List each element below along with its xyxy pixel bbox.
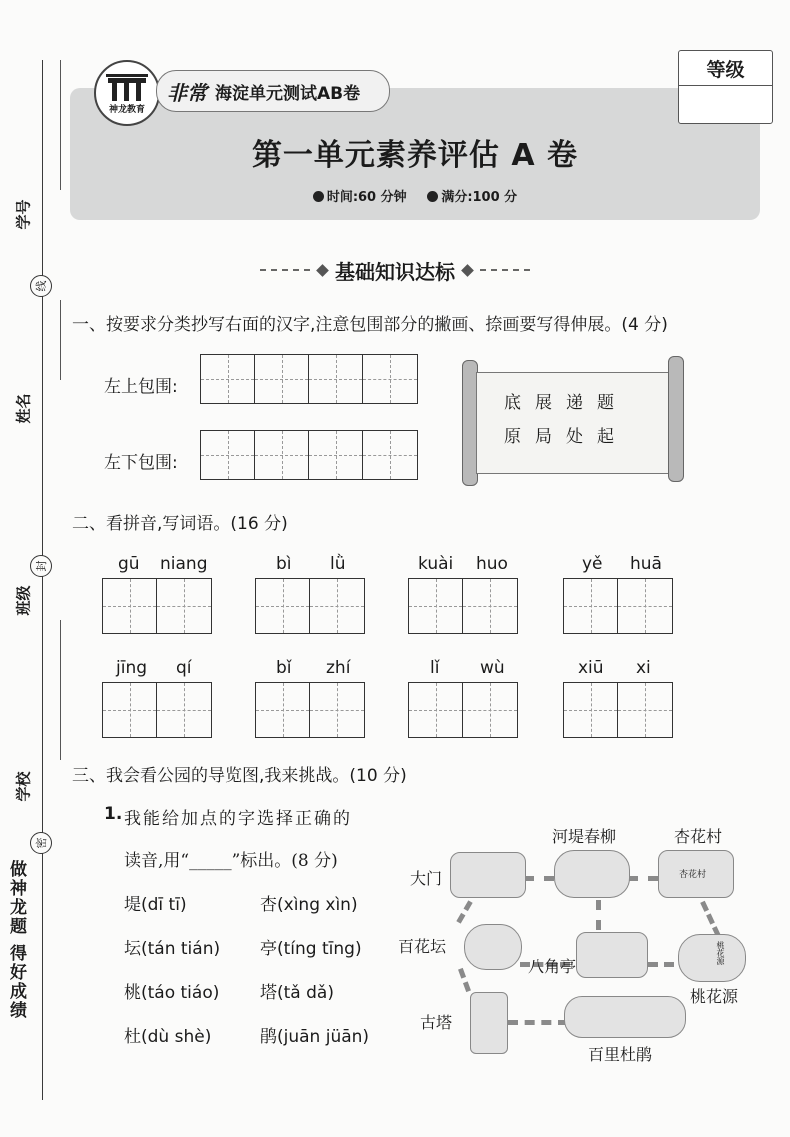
map-path xyxy=(648,962,674,967)
map-path xyxy=(596,900,601,930)
section-heading xyxy=(230,256,560,284)
word-box-2[interactable] xyxy=(255,578,365,634)
pinyin-6b: zhí xyxy=(326,658,351,678)
map-path xyxy=(628,876,658,881)
pinyin-6a: bǐ xyxy=(276,658,292,678)
gate-illustration xyxy=(450,852,526,898)
word-box-6[interactable] xyxy=(255,682,365,738)
page-title: 第一单元素养评估 A 卷 xyxy=(251,138,579,173)
grade-box[interactable] xyxy=(678,50,773,124)
check-icon xyxy=(427,191,438,202)
map-label-willow: 河堤春柳 xyxy=(552,827,617,846)
brand-title: 海淀单元测试AB卷 xyxy=(215,83,361,104)
pinyin-8a: xiū xyxy=(578,658,604,678)
pinyin-8b: xi xyxy=(636,658,651,678)
q3-sub-text: 我能给加点的字选择正确的 xyxy=(124,809,352,829)
diamond-icon xyxy=(461,264,474,277)
map-label-tower: 古塔 xyxy=(420,1013,453,1032)
village-illustration xyxy=(658,850,734,898)
logo-text: 神龙教育 xyxy=(108,105,145,115)
binding-line xyxy=(42,60,43,1100)
class-line xyxy=(60,620,61,760)
q3-sub-text-2: 读音,用“_____”标出。(8 分) xyxy=(124,851,338,871)
seal-mark-seal: 封 xyxy=(30,555,52,577)
q1-row2-label: 左下包围: xyxy=(104,453,178,473)
q1-row1-label: 左上包围: xyxy=(104,377,178,397)
pron-item-tao: 桃(táo tiáo) xyxy=(124,983,220,1003)
map-label-pavilion: 八角亭 xyxy=(528,957,577,976)
pinyin-3b: huo xyxy=(476,554,508,574)
pinyin-4a: yě xyxy=(582,554,603,574)
pron-item-di: 堤(dī tī) xyxy=(124,895,187,915)
pavilion-illustration xyxy=(576,932,648,978)
slogan: 做神龙题 得好成绩 xyxy=(6,860,26,1020)
scroll-line-1: 底展递题 xyxy=(504,393,628,413)
flowerbed-illustration xyxy=(464,924,522,970)
word-box-8[interactable] xyxy=(563,682,673,738)
name-label: 姓名 xyxy=(14,393,33,424)
q2-prompt: 二、看拼音,写词语。(16 分) xyxy=(72,514,288,534)
word-box-3[interactable] xyxy=(408,578,518,634)
word-box-1[interactable] xyxy=(102,578,212,634)
pron-item-juan: 鹃(juān jüān) xyxy=(260,1027,370,1047)
pinyin-2a: bì xyxy=(276,554,292,574)
q1-prompt: 一、按要求分类抄写右面的汉字,注意包围部分的撇画、捺画要写得伸展。(4 分) xyxy=(72,315,668,335)
student-number-label: 学号 xyxy=(14,199,33,230)
student-number-line xyxy=(60,60,61,190)
score-text: 满分:100 分 xyxy=(441,190,518,205)
name-line xyxy=(60,300,61,380)
pron-item-ta: 塔(tǎ dǎ) xyxy=(260,983,334,1003)
class-label: 班级 xyxy=(14,585,33,616)
pinyin-3a: kuài xyxy=(418,554,454,574)
pinyin-1b: niang xyxy=(160,554,208,574)
map-label-flowers: 百花坛 xyxy=(398,937,447,956)
pinyin-5b: qí xyxy=(176,658,192,678)
azalea-hill-illustration xyxy=(564,996,686,1038)
map-path xyxy=(456,900,472,923)
scroll-line-2: 原局处起 xyxy=(504,427,628,447)
brand-script: 非常 xyxy=(167,80,207,105)
section-title: 基础知识达标 xyxy=(335,259,455,284)
grade-label: 等级 xyxy=(679,51,772,86)
word-box-7[interactable] xyxy=(408,682,518,738)
peach-garden-illustration xyxy=(678,934,746,982)
pron-item-ting: 亭(tíng tīng) xyxy=(260,939,362,959)
time-text: 时间:60 分钟 xyxy=(326,190,407,205)
map-label-village: 杏花村 xyxy=(674,827,723,846)
seal-mark-line: 线 xyxy=(30,275,52,297)
village-sign: 杏花村 xyxy=(679,870,707,880)
map-label-peach: 桃花源 xyxy=(690,987,739,1006)
series-brand xyxy=(156,70,390,112)
publisher-logo xyxy=(94,60,160,126)
pron-item-xing: 杏(xìng xìn) xyxy=(260,895,358,915)
pinyin-7a: lǐ xyxy=(430,658,440,678)
word-box-4[interactable] xyxy=(563,578,673,634)
pinyin-2b: lǜ xyxy=(330,554,346,574)
willow-illustration xyxy=(554,850,630,898)
pinyin-5a: jīng xyxy=(116,658,148,678)
map-label-azalea: 百里杜鹃 xyxy=(588,1045,653,1064)
map-path xyxy=(700,901,721,938)
diamond-icon xyxy=(316,264,329,277)
pinyin-7b: wù xyxy=(480,658,505,678)
seal-mark-secret: 密 xyxy=(30,832,52,854)
map-path xyxy=(458,968,471,992)
school-label: 学校 xyxy=(14,771,33,802)
scroll-right-rod xyxy=(668,356,684,482)
pagoda-illustration xyxy=(470,992,508,1054)
word-box-5[interactable] xyxy=(102,682,212,738)
pron-item-tan: 坛(tán tián) xyxy=(124,939,221,959)
clock-icon xyxy=(313,191,324,202)
q3-sub-number: 1. xyxy=(104,804,123,824)
pron-item-du: 杜(dù shè) xyxy=(124,1027,212,1047)
map-path xyxy=(508,1020,568,1025)
q1-row2-grid[interactable] xyxy=(200,430,418,480)
exam-meta xyxy=(70,186,760,205)
map-path xyxy=(524,876,554,881)
q1-row1-grid[interactable] xyxy=(200,354,418,404)
q3-prompt: 三、我会看公园的导览图,我来挑战。(10 分) xyxy=(72,766,407,786)
peach-sign: 桃花源 xyxy=(716,941,725,965)
pinyin-4b: huā xyxy=(630,554,662,574)
pinyin-1a: gū xyxy=(118,554,140,574)
map-label-gate: 大门 xyxy=(410,869,443,888)
